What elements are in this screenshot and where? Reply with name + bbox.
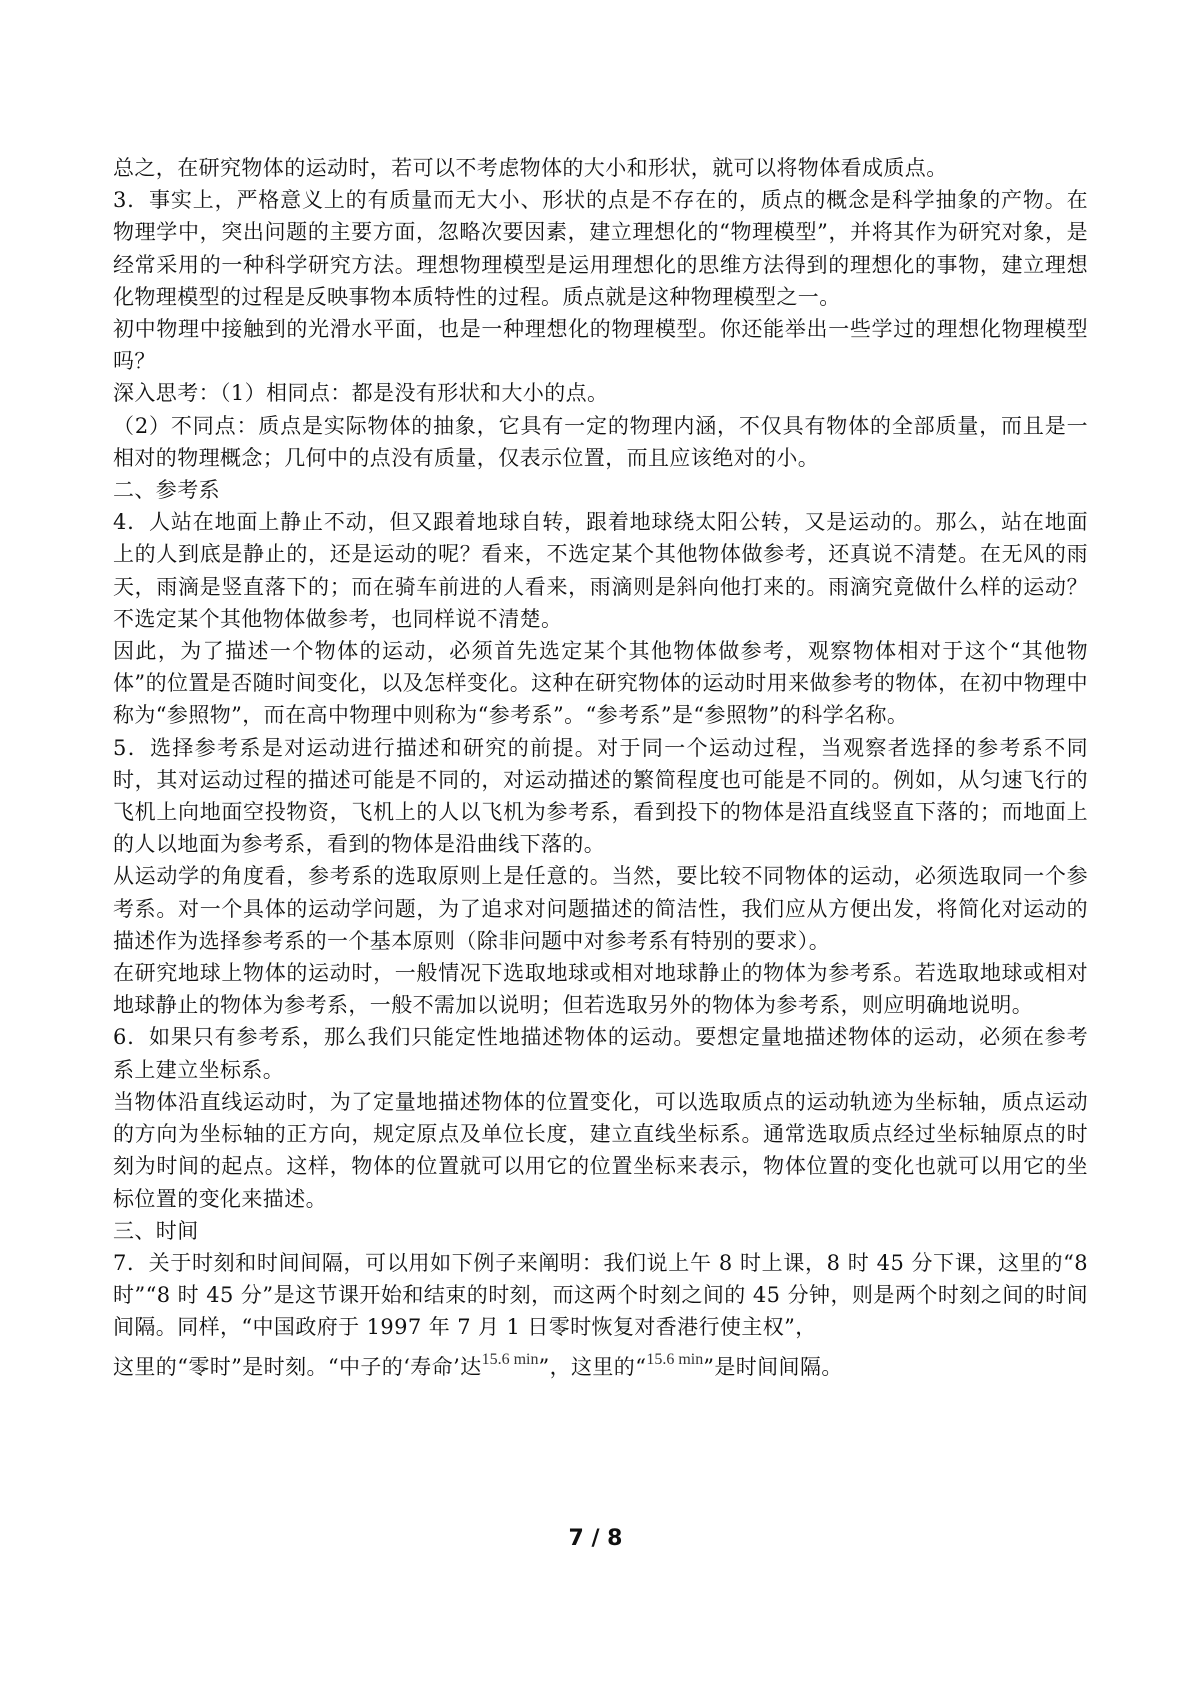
paragraph-5-earth: 在研究地球上物体的运动时，一般情况下选取地球或相对地球静止的物体为参考系。若选取地球或相对地球静止的物体为参考系，一般不需加以说明；但若选取另外的物体为参考系，则应明确地说明。	[113, 961, 1088, 1018]
paragraph-4-continued: 因此，为了描述一个物体的运动，必须首先选定某个其他物体做参考，观察物体相对于这个“其他物体”的位置是否随时间变化，以及怎样变化。这种在研究物体的运动时用来做参考的物体，在初中物理中称为“参照物”，而在高中物理中则称为“参考系”。“参考系”是“参照物”的科学名称。	[113, 639, 1088, 728]
text-body	[113, 152, 1088, 1383]
paragraph-think-1: 深入思考：（1）相同点：都是没有形状和大小的点。	[113, 381, 609, 406]
last-line-text-2: ”，这里的“	[538, 1354, 647, 1379]
paragraph-5-principle: 从运动学的角度看，参考系的选取原则上是任意的。当然，要比较不同物体的运动，必须选取同一个参考系。对一个具体的运动学问题，为了追求对问题描述的简洁性，我们应从方便出发，将简化对运动的描述作为选择参考系的一个基本原则（除非问题中对参考系有特别的要求）。	[113, 864, 1088, 953]
paragraph-think-2: （2）不同点：质点是实际物体的抽象，它具有一定的物理内涵，不仅具有物体的全部质量，而且是一相对的物理概念；几何中的点没有质量，仅表示位置，而且应该绝对的小。	[113, 413, 1088, 470]
paragraph-6-coordinates: 当物体沿直线运动时，为了定量地描述物体的位置变化，可以选取质点的运动轨迹为坐标轴，质点运动的方向为坐标轴的正方向，规定原点及单位长度，建立直线坐标系。通常选取质点经过坐标轴原点的时刻为时间的起点。这样，物体的位置就可以用它的位置坐标来表示，物体位置的变化也就可以用它的坐标位置的变化来描述。	[113, 1089, 1088, 1211]
page-number: 7 / 8	[568, 1526, 623, 1551]
paragraph-3: 3．事实上，严格意义上的有质量而无大小、形状的点是不存在的，质点的概念是科学抽象的产物。在物理学中，突出问题的主要方面，忽略次要因素，建立理想化的“物理模型”，并将其作为研究对象，是经常采用的一种科学研究方法。理想物理模型是运用理想化的思维方法得到的理想化的事物，建立理想化物理模型的过程是反映事物本质特性的过程。质点就是这种物理模型之一。	[113, 188, 1088, 309]
unit-15-6-min: 15.6 min	[481, 1350, 539, 1368]
paragraph-5: 5．选择参考系是对运动进行描述和研究的前提。对于同一个运动过程，当观察者选择的参考系不同时，其对运动过程的描述可能是不同的，对运动描述的繁简程度也可能是不同的。例如，从匀速飞行的飞机上向地面空投物资，飞机上的人以飞机为参考系，看到投下的物体是沿直线竖直下落的；而地面上的人以地面为参考系，看到的物体是沿曲线下落的。	[113, 735, 1088, 857]
section-heading-time: 三、时间	[113, 1218, 199, 1243]
paragraph-4: 4．人站在地面上静止不动，但又跟着地球自转，跟着地球绕太阳公转，又是运动的。那么，站在地面上的人到底是静止的，还是运动的呢？看来，不选定某个其他物体做参考，还真说不清楚。在无风的雨天，雨滴是竖直落下的；而在骑车前进的人看来，雨滴则是斜向他打来的。雨滴究竟做什么样的运动？不选定某个其他物体做参考，也同样说不清楚。	[113, 510, 1088, 631]
section-heading-reference-frame: 二、参考系	[113, 478, 220, 503]
paragraph-6: 6．如果只有参考系，那么我们只能定性地描述物体的运动。要想定量地描述物体的运动，必须在参考系上建立坐标系。	[113, 1025, 1088, 1082]
paragraph-3-question: 初中物理中接触到的光滑水平面，也是一种理想化的物理模型。你还能举出一些学过的理想化物理模型吗？	[113, 317, 1088, 374]
paragraph-7: 7．关于时刻和时间间隔，可以用如下例子来阐明：我们说上午 8 时上课，8 时 45 分下课，这里的“8 时”“8 时 45 分”是这节课开始和结束的时刻，而这两个时刻之间的 45 分钟，则是两个时刻之间的时间间隔。同样，“中国政府于 1997 年 7 月 1 日零时恢复对香港行使主权”，	[113, 1250, 1088, 1340]
unit-15-6-min-second: 15.6 min	[646, 1350, 704, 1368]
paragraph-7-last-line	[113, 1344, 1088, 1383]
paragraph-summary: 总之，在研究物体的运动时，若可以不考虑物体的大小和形状，就可以将物体看成质点。	[113, 156, 948, 180]
last-line-text-3: ”是时间间隔。	[703, 1354, 843, 1379]
last-line-text-1: 这里的“零时”是时刻。“中子的‘寿命’达	[113, 1354, 482, 1379]
